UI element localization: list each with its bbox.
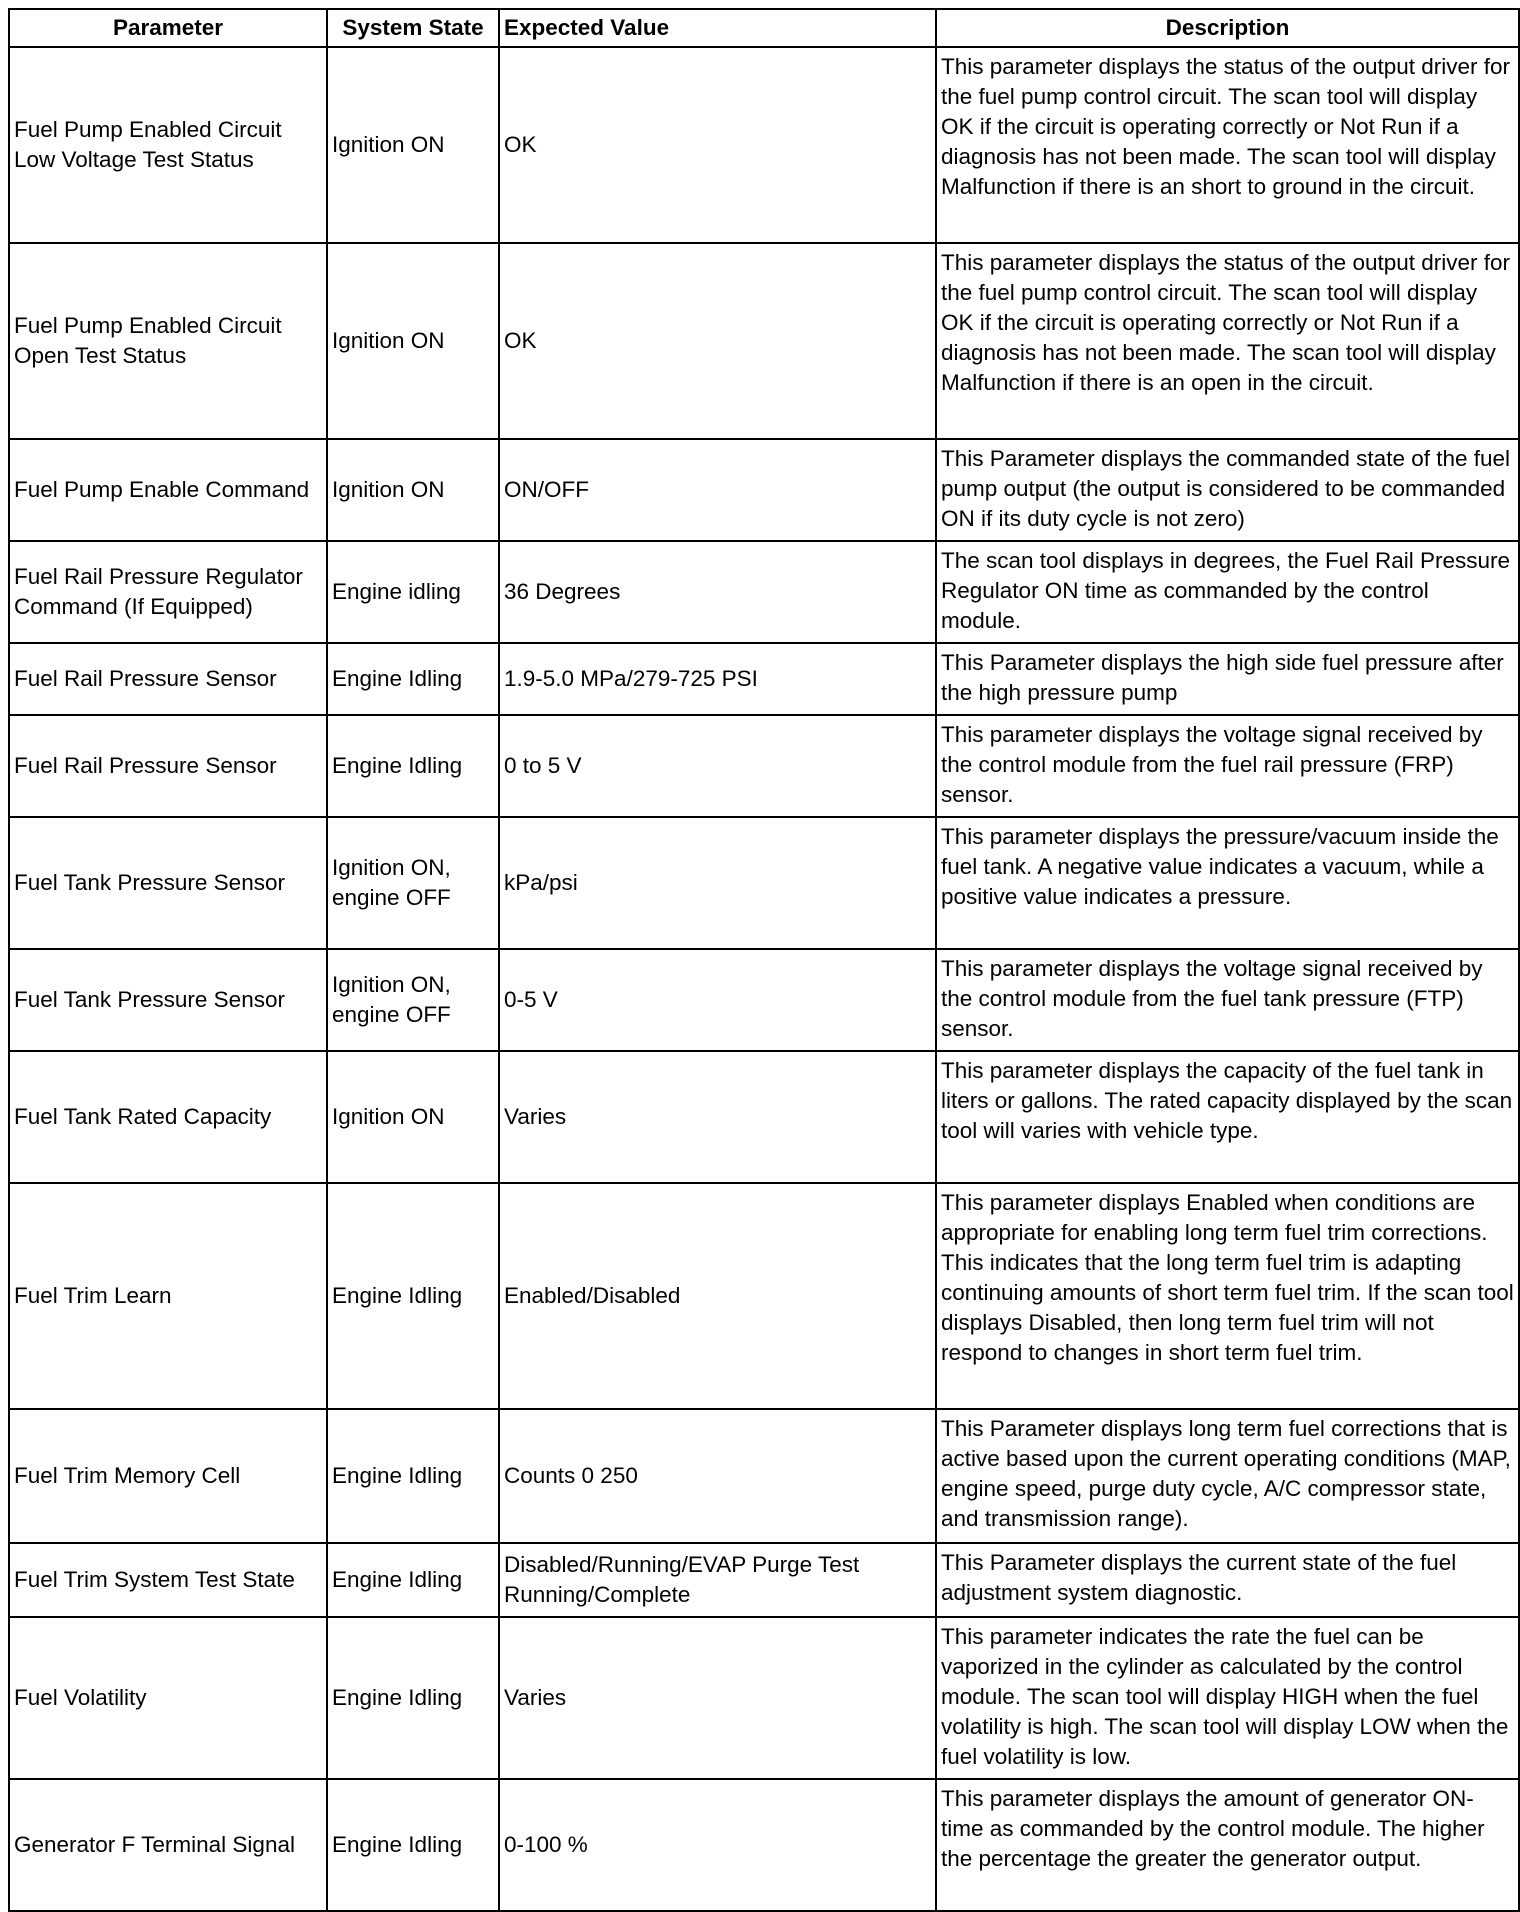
table-row xyxy=(9,439,1519,541)
header-description: Description xyxy=(936,9,1519,47)
cell-parameter: Fuel Tank Rated Capacity xyxy=(9,1051,327,1183)
cell-parameter: Fuel Tank Pressure Sensor xyxy=(9,949,327,1051)
table-row xyxy=(9,643,1519,715)
cell-description: This parameter displays the amount of generator ON-time as commanded by the control module. The higher the percentage the greater the generator output. xyxy=(936,1779,1519,1911)
cell-expected-value: 0-100 % xyxy=(499,1779,936,1911)
cell-parameter: Fuel Pump Enable Command xyxy=(9,439,327,541)
cell-expected-value: kPa/psi xyxy=(499,817,936,949)
table-row xyxy=(9,541,1519,643)
cell-expected-value: OK xyxy=(499,47,936,243)
table-header xyxy=(9,9,1519,47)
cell-system-state: Ignition ON xyxy=(327,439,499,541)
cell-description: This Parameter displays the commanded state of the fuel pump output (the output is considered to be commanded ON if its duty cycle is not zero) xyxy=(936,439,1519,541)
cell-system-state: Engine Idling xyxy=(327,1617,499,1779)
cell-expected-value: Varies xyxy=(499,1617,936,1779)
cell-system-state: Engine Idling xyxy=(327,1779,499,1911)
cell-description: This parameter displays the voltage signal received by the control module from the fuel rail pressure (FRP) sensor. xyxy=(936,715,1519,817)
cell-expected-value: Enabled/Disabled xyxy=(499,1183,936,1409)
cell-description: This parameter displays the capacity of the fuel tank in liters or gallons. The rated capacity displayed by the scan tool will varies with vehicle type. xyxy=(936,1051,1519,1183)
cell-system-state: Engine Idling xyxy=(327,715,499,817)
cell-parameter: Fuel Volatility xyxy=(9,1617,327,1779)
cell-system-state: Engine Idling xyxy=(327,1183,499,1409)
cell-system-state: Ignition ON xyxy=(327,243,499,439)
table-row xyxy=(9,817,1519,949)
cell-parameter: Fuel Rail Pressure Sensor xyxy=(9,643,327,715)
table-row xyxy=(9,243,1519,439)
cell-expected-value: 0-5 V xyxy=(499,949,936,1051)
cell-parameter: Fuel Pump Enabled Circuit Low Voltage Test Status xyxy=(9,47,327,243)
cell-description: The scan tool displays in degrees, the Fuel Rail Pressure Regulator ON time as commanded by the control module. xyxy=(936,541,1519,643)
cell-expected-value: ON/OFF xyxy=(499,439,936,541)
cell-parameter: Generator F Terminal Signal xyxy=(9,1779,327,1911)
cell-parameter: Fuel Rail Pressure Regulator Command (If Equipped) xyxy=(9,541,327,643)
cell-description: This parameter displays the status of the output driver for the fuel pump control circuit. The scan tool will display OK if the circuit is operating correctly or Not Run if a diagnosis has not been made. The scan tool will display Malfunction if there is an short to ground in the circuit. xyxy=(936,47,1519,243)
table-row xyxy=(9,1779,1519,1911)
cell-expected-value: Varies xyxy=(499,1051,936,1183)
table-row xyxy=(9,1617,1519,1779)
cell-parameter: Fuel Trim Learn xyxy=(9,1183,327,1409)
table-row xyxy=(9,715,1519,817)
table-row xyxy=(9,949,1519,1051)
cell-description: This parameter displays the status of the output driver for the fuel pump control circuit. The scan tool will display OK if the circuit is operating correctly or Not Run if a diagnosis has not been made. The scan tool will display Malfunction if there is an open in the circuit. xyxy=(936,243,1519,439)
header-system-state: System State xyxy=(327,9,499,47)
header-parameter: Parameter xyxy=(9,9,327,47)
cell-system-state: Ignition ON xyxy=(327,1051,499,1183)
cell-system-state: Engine Idling xyxy=(327,643,499,715)
cell-description: This Parameter displays long term fuel corrections that is active based upon the current operating conditions (MAP, engine speed, purge duty cycle, A/C compressor state, and transmission range). xyxy=(936,1409,1519,1543)
cell-system-state: Engine Idling xyxy=(327,1409,499,1543)
cell-parameter: Fuel Trim Memory Cell xyxy=(9,1409,327,1543)
cell-parameter: Fuel Pump Enabled Circuit Open Test Status xyxy=(9,243,327,439)
cell-expected-value: 1.9-5.0 MPa/279-725 PSI xyxy=(499,643,936,715)
cell-system-state: Engine Idling xyxy=(327,1543,499,1617)
table-row xyxy=(9,1543,1519,1617)
cell-description: This parameter indicates the rate the fuel can be vaporized in the cylinder as calculated by the control module. The scan tool will display HIGH when the fuel volatility is high. The scan tool will display LOW when the fuel volatility is low. xyxy=(936,1617,1519,1779)
cell-expected-value: Disabled/Running/EVAP Purge Test Running/Complete xyxy=(499,1543,936,1617)
cell-expected-value: 36 Degrees xyxy=(499,541,936,643)
cell-system-state: Ignition ON, engine OFF xyxy=(327,949,499,1051)
cell-system-state: Ignition ON xyxy=(327,47,499,243)
cell-description: This Parameter displays the high side fuel pressure after the high pressure pump xyxy=(936,643,1519,715)
table-row xyxy=(9,47,1519,243)
cell-expected-value: OK xyxy=(499,243,936,439)
cell-expected-value: Counts 0 250 xyxy=(499,1409,936,1543)
cell-parameter: Fuel Rail Pressure Sensor xyxy=(9,715,327,817)
cell-description: This Parameter displays the current state of the fuel adjustment system diagnostic. xyxy=(936,1543,1519,1617)
cell-expected-value: 0 to 5 V xyxy=(499,715,936,817)
cell-system-state: Ignition ON, engine OFF xyxy=(327,817,499,949)
cell-description: This parameter displays the pressure/vacuum inside the fuel tank. A negative value indicates a vacuum, while a positive value indicates a pressure. xyxy=(936,817,1519,949)
cell-parameter: Fuel Tank Pressure Sensor xyxy=(9,817,327,949)
header-expected-value: Expected Value xyxy=(499,9,936,47)
cell-description: This parameter displays the voltage signal received by the control module from the fuel tank pressure (FTP) sensor. xyxy=(936,949,1519,1051)
table-row xyxy=(9,1051,1519,1183)
cell-description: This parameter displays Enabled when conditions are appropriate for enabling long term fuel trim corrections. This indicates that the long term fuel trim is adapting continuing amounts of short term fuel trim. If the scan tool displays Disabled, then long term fuel trim will not respond to changes in short term fuel trim. xyxy=(936,1183,1519,1409)
cell-parameter: Fuel Trim System Test State xyxy=(9,1543,327,1617)
table-row xyxy=(9,1409,1519,1543)
parameter-table xyxy=(8,8,1520,1912)
table-body xyxy=(9,47,1519,1911)
header-row xyxy=(9,9,1519,47)
cell-system-state: Engine idling xyxy=(327,541,499,643)
table-row xyxy=(9,1183,1519,1409)
